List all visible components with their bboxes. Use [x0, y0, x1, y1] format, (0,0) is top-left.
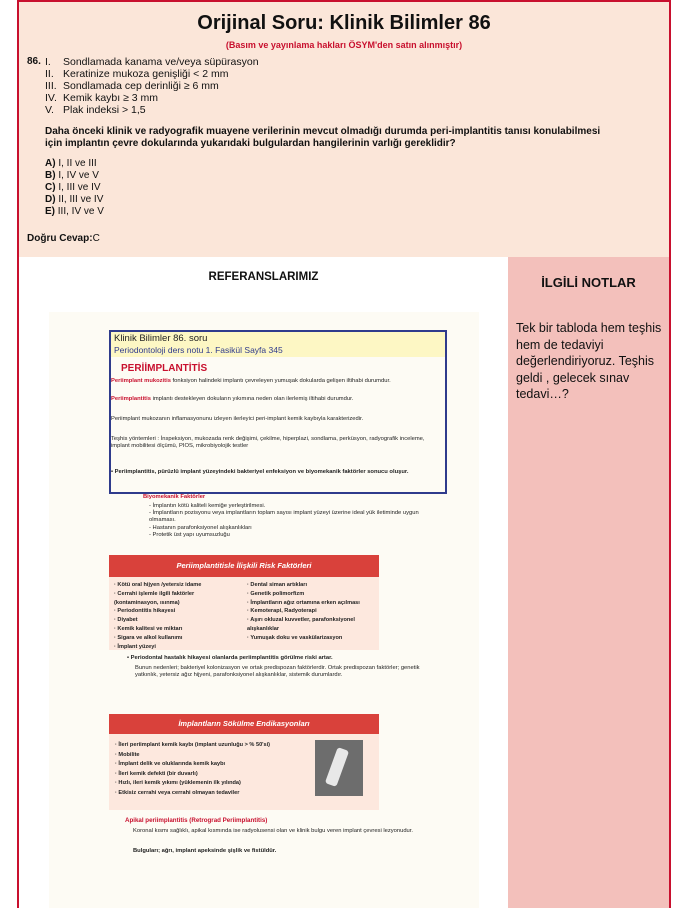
- statement-text: Plak indeksi > 1,5: [63, 104, 146, 116]
- option-a: [45, 158, 104, 170]
- statement-roman: IV.: [45, 92, 57, 104]
- risk-factor-item: · Kemoterapi, Radyoterapi: [247, 608, 317, 615]
- statement-list: [45, 56, 259, 116]
- statement-roman: III.: [45, 80, 57, 92]
- removal-indication-item: · Etkisiz cerrahi veya cerrahi olmayan tedaviler: [115, 789, 240, 796]
- reference-list-item: - İmplantların pozisyonu veya implantların toplam sayısı implant yüzeyi üzerine ideal yük iletiminde uygun olmaması.: [149, 510, 419, 524]
- reference-paragraph: • Periodontal hastalık hikayesi olanlarda periimplantitis görülme riski artar.: [127, 655, 333, 661]
- reference-subheading: Biyomekanik Faktörler: [143, 494, 206, 500]
- statement-text: Sondlamada cep derinliği ≥ 6 mm: [63, 80, 219, 92]
- option-e: [45, 206, 104, 218]
- reference-list-item: - Hastanın parafonksiyonel alışkanlıkları: [149, 524, 252, 531]
- copyright-note: (Basım ve yayınlama hakları ÖSYM'den satın alınmıştır): [225, 40, 463, 50]
- risk-factor-item: · Genetik polimorfizm: [247, 590, 305, 597]
- reference-header-source: Periodontoloji ders notu 1. Fasikül Sayfa 345: [114, 345, 283, 355]
- reference-paragraph: Koronal kısmı sağlıklı, apikal kısmında ise radyolusensi olan ve klinik bulgu veren implant çevresi lezyonudur.: [133, 828, 413, 834]
- option-letter: D): [45, 194, 56, 205]
- statement-text: Sondlamada kanama ve/veya süpürasyon: [63, 56, 259, 68]
- option-letter: E): [45, 206, 55, 217]
- option-text: I, III ve IV: [58, 182, 101, 193]
- removal-indications-heading: İmplantların Sökülme Endikasyonları: [109, 714, 379, 734]
- reference-header: [109, 330, 447, 357]
- statement-text: Kemik kaybı ≥ 3 mm: [63, 92, 159, 104]
- risk-factor-item: · Kötü oral hijyen /yetersiz idame: [114, 582, 202, 588]
- risk-factor-item: · İmplantların ağız ortamına erken açılması: [247, 599, 360, 606]
- option-letter: B): [45, 170, 56, 181]
- reference-paragraph: Bunun nedenleri; bakteriyel kolonizasyon ve ortak predispozan faktörlerdir. Ortak predispozan faktörler; genetik yatkınlık, yetersiz ağız hijyeni, parafonksiyonel alışkanlıklar, sistemik durumlardır.: [135, 665, 420, 679]
- notes-panel: [508, 257, 669, 908]
- answer-value: C: [92, 233, 100, 244]
- statement-item: [45, 68, 259, 80]
- reference-list-item: - Protetik üst yapı uyumsuzluğu: [149, 531, 230, 538]
- statement-text: Keratinize mukoza genişliği < 2 mm: [63, 68, 229, 80]
- reference-subheading: Apikal periimplantitis (Retrograd Periimplantitis): [125, 817, 268, 824]
- reference-paragraph: Periimplant mukozanın inflamasyonunu izleyen ilerleyici peri-implant kemik kaybıyla karakterizedir.: [111, 416, 364, 422]
- reference-text: fonksiyon halindeki implantı çevreleyen yumuşak dokularda gelişen iltihabi durumdur.: [170, 378, 391, 384]
- question-text-line: için implantın çevre dokularında yukarıdaki bulgulardan hangilerinin varlığı gereklidir?: [45, 138, 456, 149]
- option-text: III, IV ve V: [57, 206, 104, 217]
- risk-factor-item: · Yumuşak doku ve vaskülarizasyon: [247, 634, 343, 641]
- risk-factor-item: · Periodontitis hikayesi: [114, 608, 176, 615]
- notes-text: Tek bir tabloda hem teşhis hem de tedaviyi değerlendiriyoruz. Teşhis geldi , gelecek sınav tedavi…?: [516, 321, 662, 401]
- removal-indication-item: · Hızlı, ileri kemik yıkımı (yüklemenin ilk yılında): [115, 780, 241, 787]
- question-text: [45, 126, 645, 150]
- option-list: [45, 158, 104, 218]
- page-frame: [17, 0, 671, 908]
- risk-factors-heading: Periimplantitisle İlişkili Risk Faktörleri: [109, 555, 379, 577]
- risk-factors-left: [114, 581, 239, 651]
- statement-item: [45, 80, 259, 92]
- option-letter: C): [45, 182, 56, 193]
- option-b: [45, 170, 104, 182]
- statement-item: [45, 92, 259, 104]
- statement-roman: I.: [45, 56, 51, 68]
- risk-factor-item: · Kemik kalitesi ve miktarı: [114, 625, 183, 632]
- removal-indications-table: [109, 714, 379, 810]
- statement-item: [45, 56, 259, 68]
- implant-radiograph: [315, 740, 363, 796]
- question-number: 86.: [27, 56, 41, 67]
- statement-roman: V.: [45, 104, 54, 116]
- reference-text: implantı destekleyen dokuların yıkımına neden olan ilerlemiş iltihabi durumdur.: [150, 396, 354, 402]
- option-text: II, III ve IV: [58, 194, 104, 205]
- question-text-line: Daha önceki klinik ve radyografik muayene verilerinin mevcut olmadığı durumda peri-implantitis tanısı konulabilmesi: [45, 126, 601, 137]
- risk-factor-item: · Dental siman artıkları: [247, 582, 307, 588]
- risk-factor-item: · Sigara ve alkol kullanımı: [114, 634, 183, 641]
- reference-section-heading: PERİİMPLANTİTİS: [121, 363, 208, 374]
- option-text: I, IV ve V: [58, 170, 99, 181]
- removal-indication-item: · Mobilite: [115, 751, 140, 758]
- reference-list: [149, 503, 419, 539]
- risk-factor-item: · Aşırı okluzal kuvvetler, parafonksiyonel alışkanlıklar: [247, 617, 355, 632]
- removal-indication-item: · İleri kemik defekti (bir duvarlı): [115, 770, 198, 777]
- statement-item: [45, 104, 259, 116]
- statement-roman: II.: [45, 68, 54, 80]
- removal-indication-item: · İleri periimplant kemik kaybı (implant uzunluğu > % 50'si): [115, 742, 271, 748]
- risk-factors-right: [247, 581, 375, 643]
- reference-paragraph: [111, 396, 437, 403]
- risk-factors-table: [109, 555, 379, 650]
- risk-factor-item: · Cerrahi işlemle ilgili faktörler (kontaminasyon, ısınma): [114, 590, 195, 606]
- reference-term: Periimplantitis: [111, 396, 151, 402]
- reference-paragraph: Bulguları; ağrı, implant apeksinde şişlik ve fistüldür.: [133, 848, 277, 854]
- removal-indication-item: · İmplant delik ve oluklarında kemik kaybı: [115, 761, 226, 768]
- reference-paragraph: [111, 378, 437, 385]
- correct-answer: [27, 233, 100, 244]
- answer-label: Doğru Cevap:: [27, 233, 93, 244]
- implant-shape: [325, 747, 349, 787]
- reference-paragraph: Teşhis yöntemleri : İnspeksiyon, mukozada renk değişimi, çekilme, hiperplazi, sondlama, perküsyon, radyografik inceleme, implant mobilitesi ölçümü, PIOS, mikrobiyolojik testler: [111, 436, 425, 450]
- risk-factor-item: · Diyabet: [114, 617, 138, 624]
- page-title: Orijinal Soru: Klinik Bilimler 86: [197, 12, 491, 34]
- references-title: REFERANSLARIMIZ: [208, 271, 319, 283]
- option-text: I, II ve III: [58, 158, 97, 169]
- option-d: [45, 194, 104, 206]
- reference-list-item: - İmplantın kötü kaliteli kemiğe yerleştirilmesi.: [149, 503, 266, 509]
- reference-document-image: [49, 312, 479, 908]
- references-panel: [19, 257, 508, 908]
- option-c: [45, 182, 104, 194]
- removal-indications-list: [115, 741, 270, 799]
- question-panel: [19, 2, 669, 257]
- reference-paragraph: • Periimplantitis, pürüzlü implant yüzeyindeki bakteriyel enfeksiyon ve biyomekanik faktörler sonucu oluşur.: [111, 469, 409, 475]
- reference-header-title: Klinik Bilimler 86. soru: [114, 333, 208, 344]
- risk-factor-item: · İmplant yüzeyi: [114, 643, 156, 650]
- notes-title: İLGİLİ NOTLAR: [541, 275, 636, 290]
- option-letter: A): [45, 158, 56, 169]
- reference-term: Periimplant mukozitis: [111, 378, 171, 384]
